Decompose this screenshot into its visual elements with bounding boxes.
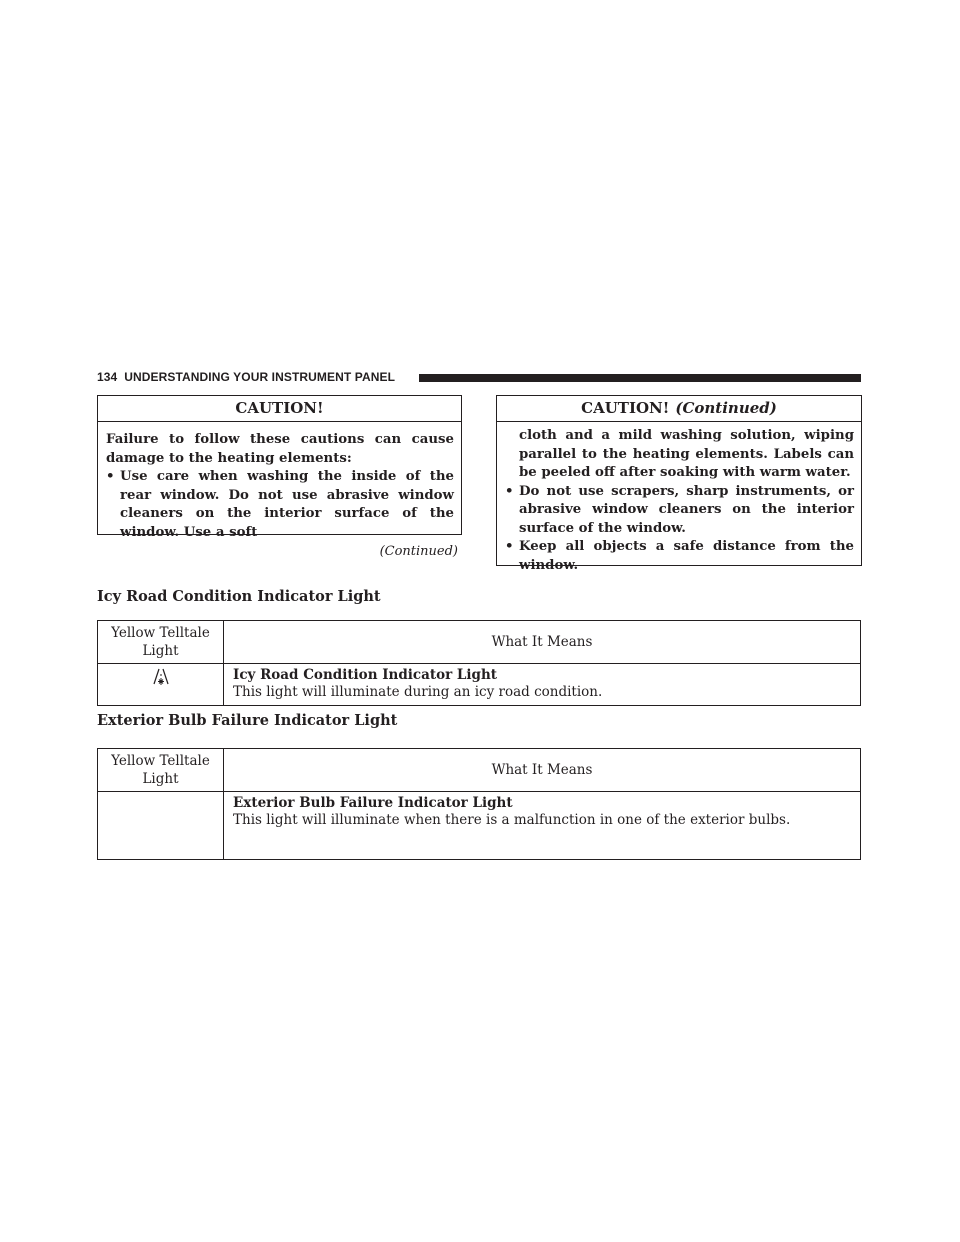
col-header-meaning: What It Means xyxy=(224,621,861,664)
caution-title-suffix: (Continued) xyxy=(675,399,777,417)
meaning-cell xyxy=(224,792,861,860)
caution-title-text: CAUTION! xyxy=(581,399,670,417)
row-text: This light will illuminate when there is a malfunction in one of the exterior bulbs. xyxy=(233,812,791,828)
caution-bullet xyxy=(505,483,854,539)
section-heading-bulb-failure: Exterior Bulb Failure Indicator Light xyxy=(97,712,398,729)
caution-bullet-text: Use care when washing the inside of the rear window. Do not use abrasive window cleaners on the interior surface of the window. Use a soft xyxy=(120,469,454,540)
caution-bullet-text: Do not use scrapers, sharp instruments, or abrasive window cleaners on the interior surface of the window. xyxy=(519,483,854,536)
page-number: 134 xyxy=(97,370,118,384)
section-heading-icy-road: Icy Road Condition Indicator Light xyxy=(97,588,381,605)
icy-road-icon xyxy=(152,668,170,686)
caution-box-left xyxy=(97,395,462,540)
telltale-cell xyxy=(98,792,224,860)
caution-bullet xyxy=(505,538,854,575)
caution-title: CAUTION! xyxy=(98,396,461,422)
bulb-failure-table xyxy=(97,748,861,860)
col-header-telltale: Yellow Telltale Light xyxy=(98,621,224,664)
row-text: This light will illuminate during an icy road condition. xyxy=(233,684,603,700)
caution-continuation: cloth and a mild washing solution, wiping parallel to the heating elements. Labels can be peeled off after soaking with warm water. xyxy=(519,428,854,480)
page-header-text xyxy=(97,370,395,384)
caution-bullet xyxy=(106,468,454,542)
meaning-cell xyxy=(224,664,861,706)
table-header-row xyxy=(98,749,861,792)
table-row xyxy=(98,664,861,706)
section-title: UNDERSTANDING YOUR INSTRUMENT PANEL xyxy=(124,370,396,384)
caution-body-continued xyxy=(497,422,861,581)
table-header-row xyxy=(98,621,861,664)
page-header xyxy=(97,368,861,388)
bullet-dot: • xyxy=(505,483,514,499)
row-title: Exterior Bulb Failure Indicator Light xyxy=(233,795,513,811)
icy-road-table xyxy=(97,620,861,706)
telltale-cell xyxy=(98,664,224,706)
bullet-dot: • xyxy=(505,539,514,554)
caution-body xyxy=(98,422,461,548)
continued-note: (Continued) xyxy=(379,544,458,559)
header-rule xyxy=(419,374,861,382)
col-header-meaning: What It Means xyxy=(224,749,861,792)
caution-intro: Failure to follow these cautions can cause damage to the heating elements: xyxy=(106,432,454,466)
caution-bullet-text: Keep all objects a safe distance from the window. xyxy=(519,539,854,573)
bullet-dot: • xyxy=(106,469,115,484)
col-header-telltale: Yellow Telltale Light xyxy=(98,749,224,792)
caution-title-continued xyxy=(497,396,861,422)
row-title: Icy Road Condition Indicator Light xyxy=(233,667,498,683)
table-row xyxy=(98,792,861,860)
caution-box-right xyxy=(496,395,862,573)
